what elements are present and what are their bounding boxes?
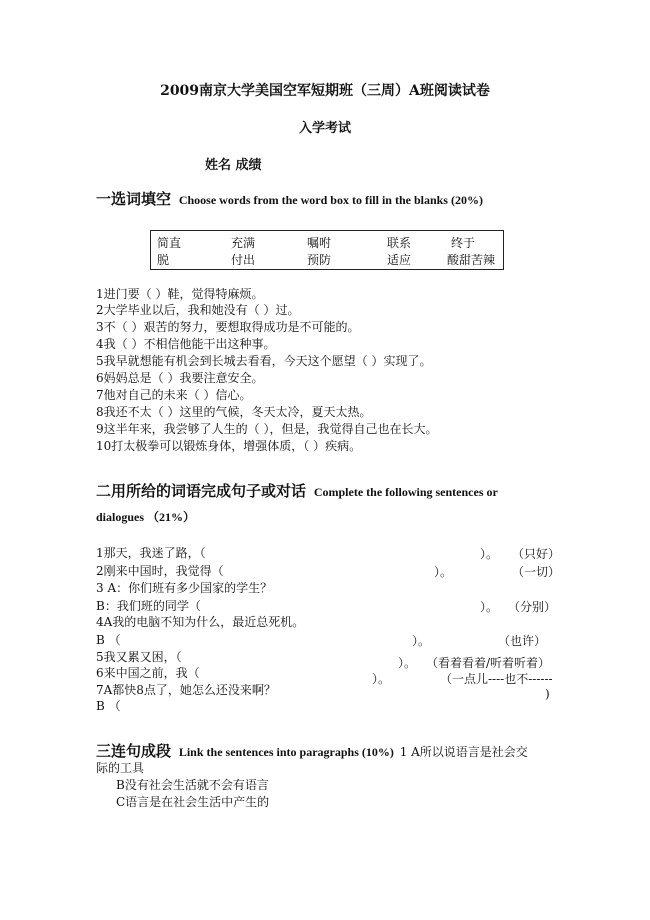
fill-blank-item: 5我早就想能有机会到长城去看看，今天这个愿望（ ）实现了。 <box>96 354 432 368</box>
section2-heading-cont: dialogues （21%） <box>96 510 196 524</box>
sentence-item: 1那天，我迷了路，（ <box>96 546 206 560</box>
word-box-cell: 预防 <box>307 253 332 267</box>
word-box-cell: 简直 <box>157 236 182 250</box>
sentence-close: ）。 <box>480 600 499 614</box>
section1-heading <box>96 188 483 209</box>
fill-blank-item: 3不（ ）艰苦的努力，要想取得成功是不可能的。 <box>96 320 360 334</box>
sentence-hint: （一点儿----也不------ <box>440 672 553 686</box>
section3-item-a-start: 1 A所以说语言是社会交 <box>399 745 528 759</box>
sentence-item: B （ <box>96 633 121 647</box>
word-box-cell: 联系 <box>387 236 412 250</box>
sentence-hint: ) <box>545 687 550 701</box>
fill-blank-item: 7他对自己的未来（ ）信心。 <box>96 388 252 402</box>
fill-blank-item: 6妈妈总是（ ）我要注意安全。 <box>96 371 264 385</box>
section3-item-a-cont: 际的工具 <box>96 761 145 775</box>
sentence-close: ）。 <box>434 565 453 579</box>
sentence-hint: （也许） <box>498 634 547 648</box>
word-box-cell: 嘱咐 <box>307 236 332 250</box>
section2-heading-en: Complete the following sentences or <box>313 485 498 499</box>
sentence-hint: （一切） <box>512 565 561 579</box>
word-box-cell: 适应 <box>387 253 412 267</box>
sentence-close: ）。 <box>372 672 391 686</box>
word-box-cell: 酸甜苦辣 <box>447 253 496 267</box>
section2-heading-cn: 二用所给的词语完成句子或对话 <box>96 482 307 500</box>
section2-heading <box>96 480 498 501</box>
sentence-close: ）。 <box>412 634 431 648</box>
word-box <box>150 230 504 270</box>
fill-blank-item: 9这半年来，我尝够了人生的（ ），但是，我觉得自己也在长大。 <box>96 422 438 436</box>
fill-blank-item: 1进门要（ ）鞋，觉得特麻烦。 <box>96 287 264 301</box>
sentence-close: ）。 <box>398 656 417 670</box>
sentence-item: 5我又累又困，（ <box>96 650 182 664</box>
sentence-hint: （看着看着/听着听着） <box>426 656 551 670</box>
fill-blank-item: 8我还不太（ ）这里的气候，冬天太冷，夏天太热。 <box>96 405 372 419</box>
sentence-item: 3 A：你们班有多少国家的学生？ <box>96 581 273 595</box>
sentence-item: B：我们班的同学（ <box>96 599 201 613</box>
section3-heading-en: Link the sentences into paragraphs (10%) <box>178 745 394 759</box>
fill-blank-item: 2大学毕业以后，我和她没有（ ）过。 <box>96 303 300 317</box>
section3-heading-cn: 三连句成段 <box>96 742 172 760</box>
sentence-hint: （只好） <box>512 547 561 561</box>
word-box-cell: 付出 <box>231 253 256 267</box>
section1-heading-cn: 一选词填空 <box>96 190 172 208</box>
section3-heading <box>96 740 528 761</box>
sentence-item: B （ <box>96 699 121 713</box>
word-box-cell: 脱 <box>157 253 170 267</box>
fill-blank-item: 10打太极拳可以锻炼身体，增强体质，（ ）疾病。 <box>96 439 362 453</box>
section3-item: C语言是在社会生活中产生的 <box>116 795 270 809</box>
sentence-item: 2刚来中国时，我觉得（ <box>96 564 224 578</box>
sentence-item: 6来中国之前，我（ <box>96 666 200 680</box>
sentence-item: 7A都快8点了，她怎么还没来啊？ <box>96 683 276 697</box>
fill-blank-item: 4我（ ）不相信他能干出这种事。 <box>96 337 276 351</box>
exam-subtitle: 入学考试 <box>298 121 351 136</box>
word-box-cell: 终于 <box>451 236 476 250</box>
sentence-hint: （分别） <box>508 600 557 614</box>
sentence-close: ）。 <box>480 547 499 561</box>
name-score-line: 姓名 成绩 <box>205 158 262 173</box>
section3-item: B没有社会生活就不会有语言 <box>116 778 269 792</box>
sentence-item: 4A我的电脑不知为什么，最近总死机。 <box>96 615 305 629</box>
exam-title: 2009南京大学美国空军短期班（三周）A班阅读试卷 <box>160 83 490 99</box>
section1-heading-en: Choose words from the word box to fill in the blanks (20%) <box>178 193 483 207</box>
word-box-cell: 充满 <box>231 236 256 250</box>
